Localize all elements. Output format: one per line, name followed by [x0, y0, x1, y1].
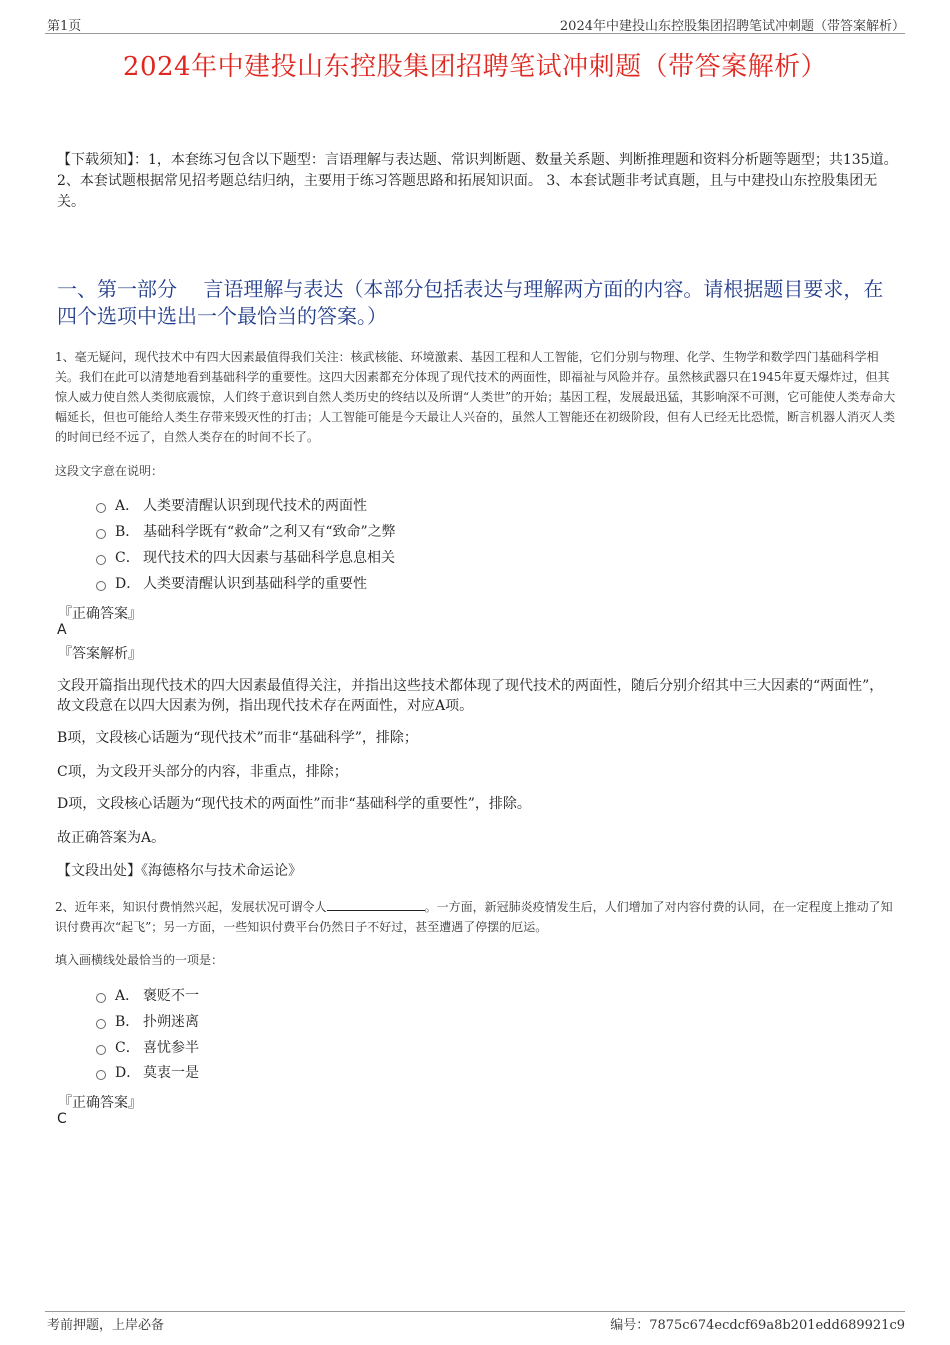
section-heading: 一、第一部分 言语理解与表达（本部分包括表达与理解两方面的内容。请根据题目要求，在四个选项中选出一个最恰当的答案。）: [57, 277, 884, 328]
footer-doc-id: 编号：7875c674ecdcf69a8b201edd689921c9: [610, 1318, 905, 1333]
fill-blank: [327, 898, 425, 911]
radio-icon[interactable]: [96, 503, 106, 513]
analysis-paragraph: 故正确答案为A。: [57, 830, 166, 846]
footer-slogan: 考前押题，上岸必备: [47, 1318, 165, 1333]
question-1-text: 1、毫无疑问，现代技术中有四大因素最值得我们关注：核武核能、环境激素、基因工程和人工智能，它们分别与物理、化学、生物学和数学四门基础科学相关。我们在此可以清楚地看到基础科学的重要性。这四大因素都充分体现了现代技术的两面性，即福祉与风险并存。虽然核武器只在1945年夏天爆炸过，但其惊人威力使自然人类彻底震惊，人们终于意识到自然人类历史的终结以及所谓“人类世”的开始；基因工程，发展最迅猛，其影响深不可测，它可能使人类寿命大幅延长，但也可能给人类生存带来毁灭性的打击；人工智能可能是今天最让人兴奋的，虽然人工智能还在初级阶段，但有人已经无比恐慌，断言机器人消灭人类的时间已经不远了，自然人类存在的时间不长了。: [55, 350, 896, 444]
question-2-option-a[interactable]: A． 褒贬不一: [96, 986, 199, 1006]
question-1-analysis-label: 『答案解析』: [58, 646, 142, 662]
analysis-paragraph: 文段开篇指出现代技术的四大因素最值得关注，并指出这些技术都体现了现代技术的两面性，随后分别介绍其中三大因素的“两面性”，故文段意在以四大因素为例，指出现代技术存在两面性，对应A项。: [57, 678, 884, 714]
question-1-answer: A: [57, 622, 67, 638]
question-1-option-c[interactable]: C． 现代技术的四大因素与基础科学息息相关: [96, 548, 395, 568]
question-1-option-a[interactable]: A． 人类要清醒认识到现代技术的两面性: [96, 496, 367, 516]
question-2-answer: C: [57, 1111, 67, 1127]
source-label: 【文段出处】: [57, 863, 141, 879]
radio-icon[interactable]: [96, 581, 106, 591]
question-2-option-d[interactable]: D． 莫衷一是: [96, 1063, 199, 1083]
question-2-answer-label: 『正确答案』: [58, 1095, 142, 1111]
radio-icon[interactable]: [96, 529, 106, 539]
question-1-source: [57, 861, 887, 881]
page-title: 2024年中建投山东控股集团招聘笔试冲刺题（带答案解析）: [122, 52, 828, 82]
radio-icon[interactable]: [96, 555, 106, 565]
question-1-prompt: 这段文字意在说明：: [55, 464, 164, 478]
page-number: 第1页: [47, 19, 82, 34]
question-2-text: 2、近年来，知识付费悄然兴起，发展状况可谓令人 。一方面，新冠肺炎疫情发生后，人们增加了对内容付费的认同，在一定程度上推动了知识付费再次“起飞”；另一方面，一些知识付费平台仍然日子不好过，甚至遭遇了停摆的厄运。: [55, 900, 893, 934]
analysis-paragraph: D项，文段核心话题为“现代技术的两面性”而非“基础科学的重要性”，排除。: [57, 796, 531, 812]
question-2-option-b[interactable]: B． 扑朔迷离: [96, 1012, 199, 1032]
question-1-option-b[interactable]: B． 基础科学既有“救命”之利又有“致命”之弊: [96, 522, 396, 542]
question-1-answer-label: 『正确答案』: [58, 606, 142, 622]
footer-divider: [45, 1311, 905, 1312]
analysis-paragraph: C项，为文段开头部分的内容，非重点，排除；: [57, 764, 348, 780]
question-2-option-c[interactable]: C． 喜忧参半: [96, 1038, 199, 1058]
radio-icon[interactable]: [96, 1045, 106, 1055]
header-divider: [45, 33, 905, 34]
analysis-paragraph: B项，文段核心话题为“现代技术”而非“基础科学”，排除；: [57, 730, 418, 746]
question-2-prompt: 填入画横线处最恰当的一项是：: [55, 953, 224, 967]
question-1-option-d[interactable]: D． 人类要清醒认识到基础科学的重要性: [96, 574, 367, 594]
radio-icon[interactable]: [96, 1019, 106, 1029]
header-doc-title: 2024年中建投山东控股集团招聘笔试冲刺题（带答案解析）: [559, 19, 905, 34]
radio-icon[interactable]: [96, 1070, 106, 1080]
download-notice: 【下载须知】：1，本套练习包含以下题型：言语理解与表达题、常识判断题、数量关系题、判断推理题和资料分析题等题型；共135道。 2、本套试题根据常见招考题总结归纳，主要用于练习答题思路和拓展知识面。 3、本套试题非考试真题，且与中建投山东控股集团无关。: [57, 152, 898, 210]
radio-icon[interactable]: [96, 993, 106, 1003]
source-title: 《海德格尔与技术命运论》: [141, 863, 302, 879]
